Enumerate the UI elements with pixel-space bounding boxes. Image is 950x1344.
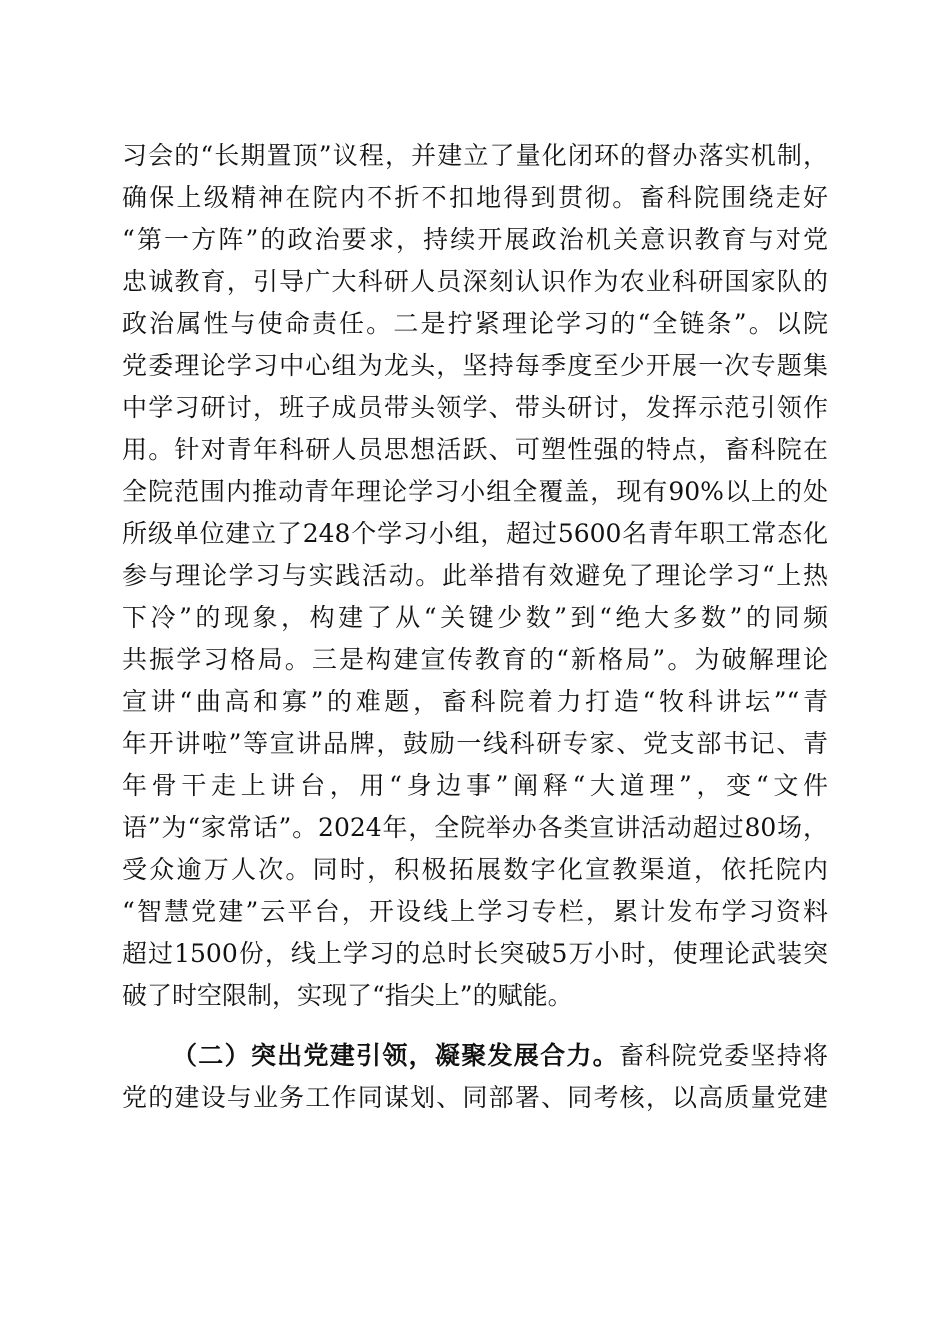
text-line: 确保上级精神在院内不折不扣地得到贯彻。畜科院围绕走好 (122, 183, 828, 212)
text-line: 用。针对青年科研人员思想活跃、可塑性强的特点，畜科院在 (122, 435, 828, 464)
text-line: “智慧党建”云平台，开设线上学习专栏，累计发布学习资料 (122, 897, 828, 926)
text-line: 年开讲啦”等宣讲品牌，鼓励一线科研专家、党支部书记、青 (122, 729, 828, 758)
text-line: 语”为“家常话”。2024年，全院举办各类宣讲活动超过80场， (122, 813, 828, 842)
text-line: 下冷”的现象，构建了从“关键少数”到“绝大多数”的同频 (122, 603, 828, 632)
text-line: 破了时空限制，实现了“指尖上”的赋能。 (122, 981, 573, 1010)
section-text: 畜科院党委坚持将 (618, 1041, 828, 1070)
text-line: 年骨干走上讲台，用“身边事”阐释“大道理”，变“文件 (122, 771, 828, 800)
text-line: 政治属性与使命责任。二是拧紧理论学习的“全链条”。以院 (122, 309, 828, 338)
section-heading: （二）突出党建引领，凝聚发展合力。 (172, 1041, 619, 1070)
text-line: 受众逾万人次。同时，积极拓展数字化宣教渠道，依托院内 (122, 855, 828, 884)
text-line: 党委理论学习中心组为龙头，坚持每季度至少开展一次专题集 (122, 351, 828, 380)
text-line: 习会的“长期置顶”议程，并建立了量化闭环的督办落实机制， (122, 141, 828, 170)
text-line: 宣讲“曲高和寡”的难题，畜科院着力打造“牧科讲坛”“青 (122, 687, 828, 716)
text-line: 忠诚教育，引导广大科研人员深刻认识作为农业科研国家队的 (122, 267, 828, 296)
section-heading-line (172, 1038, 828, 1074)
text-line: 全院范围内推动青年理论学习小组全覆盖，现有90%以上的处 (122, 477, 828, 506)
text-line: “第一方阵”的政治要求，持续开展政治机关意识教育与对党 (122, 225, 828, 254)
text-line: 参与理论学习与实践活动。此举措有效避免了理论学习“上热 (122, 561, 828, 590)
text-line: 共振学习格局。三是构建宣传教育的“新格局”。为破解理论 (122, 645, 828, 674)
text-line: 中学习研讨，班子成员带头领学、带头研讨，发挥示范引领作 (122, 393, 828, 422)
text-line: 超过1500份，线上学习的总时长突破5万小时，使理论武装突 (122, 939, 828, 968)
text-line: 党的建设与业务工作同谋划、同部署、同考核，以高质量党建 (122, 1083, 828, 1112)
text-line: 所级单位建立了248个学习小组，超过5600名青年职工常态化 (122, 519, 828, 548)
